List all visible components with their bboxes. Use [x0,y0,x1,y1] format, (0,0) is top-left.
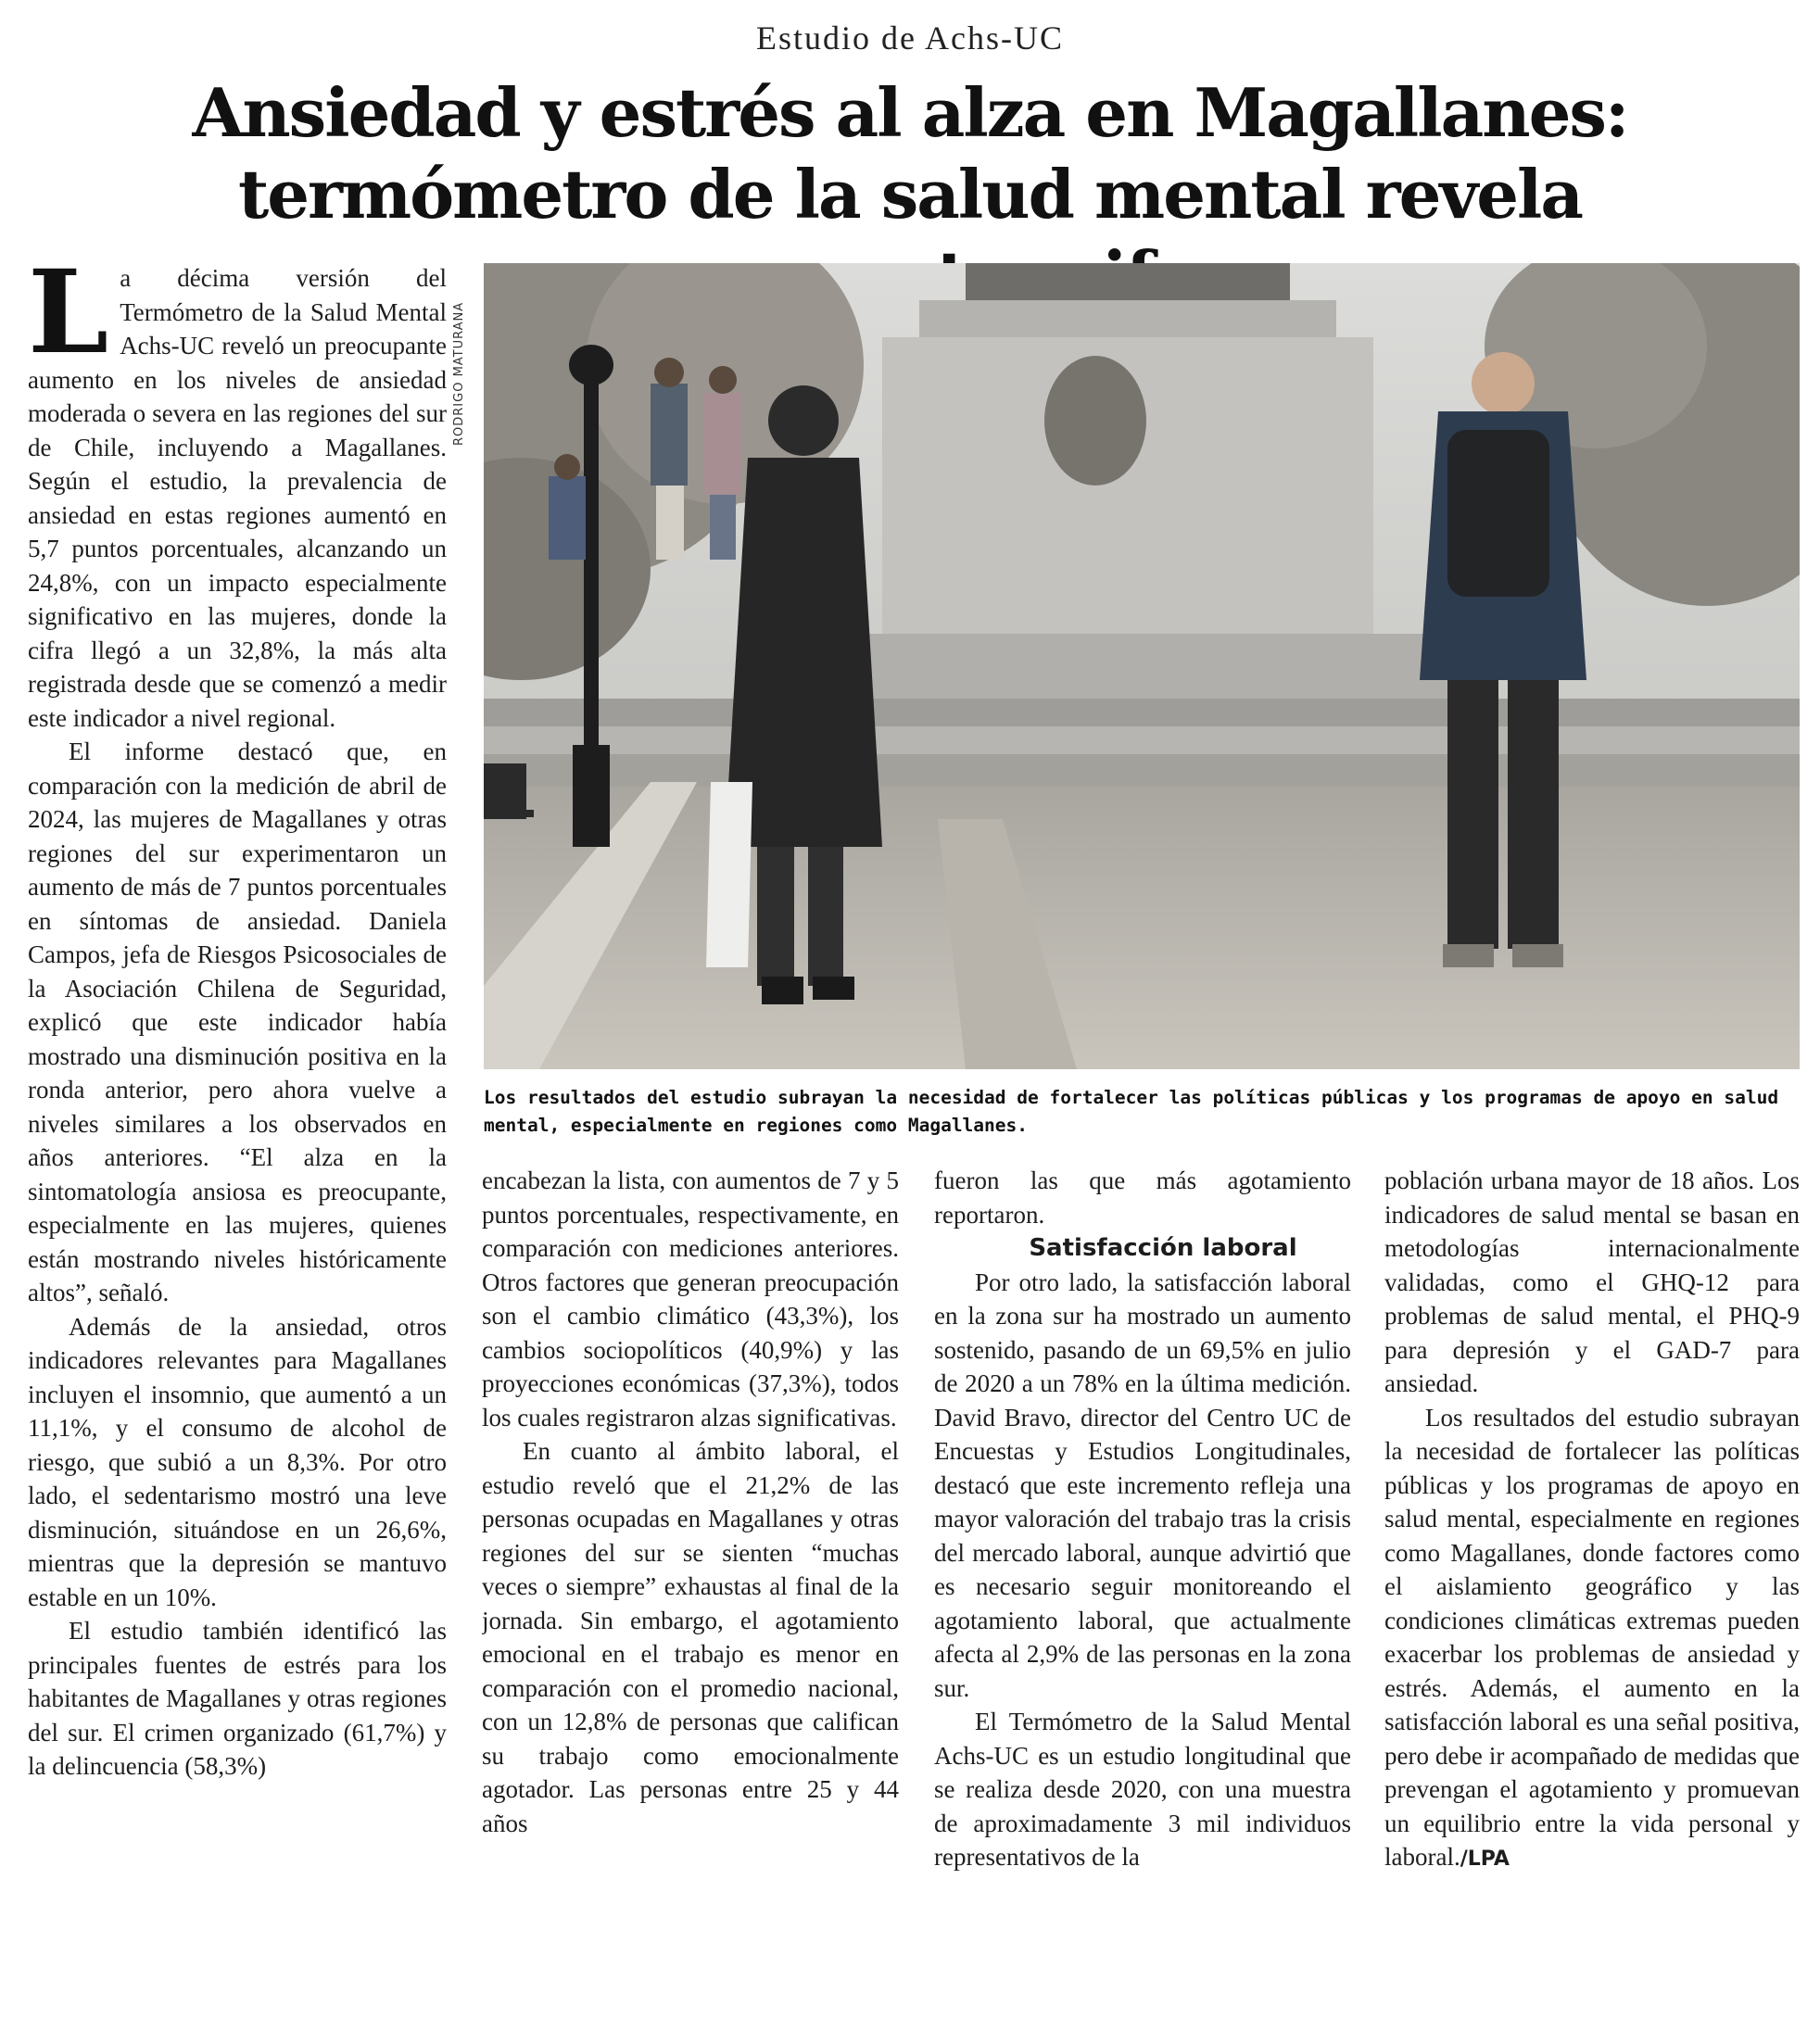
bench [484,763,534,819]
article-column-2 [482,1164,899,2003]
paragraph-8 [1384,1401,1800,1877]
paragraph-8-text: Los resultados del estudio subrayan la necesidad de fortalecer las políticas públicas y los programas de apoyo en salud mental, especialmente en regiones como Magallanes, donde factores como el aislamiento geográfico y las condiciones climáticas extremas pueden exacerbar los problemas de ansiedad y estrés. Además, el aumento en la satisfacción laboral es una señal positiva, pero debe ir acompañado de medidas que prevengan el agotamiento y promuevan un equilibrio entre la vida personal y laboral. [1384,1403,1800,1871]
article-column-1 [28,261,447,2003]
paragraph-1-text: a décima versión del Termómetro de la Salud Mental Achs-UC reveló un preocupante aumento en los niveles de ansiedad moderada o severa en las regiones del sur de Chile, incluyendo a Magallanes. Según el estudio, la prevalencia de ansiedad en estas regiones aumentó en 5,7 puntos porcentuales, alcanzando un 24,8%, con un impacto especialmente significativo en las mujeres, donde la cifra llegó a un 32,8%, la más alta registrada desde que se comenzó a medir este indicador a nivel regional. [28,264,447,732]
photo-caption: Los resultados del estudio subrayan la necesidad de fortalecer las políticas públicas y los programas de apoyo en salud mental, especialmente en regiones como Magallanes. [484,1087,1779,1136]
paragraph-4: El estudio también identificó las principales fuentes de estrés para los habitantes de Magallanes y otras regiones del sur. El crimen organizado (61,7%) y la delincuencia (58,3%) [28,1617,447,1780]
paragraph-7: El Termómetro de la Salud Mental Achs-UC es un estudio longitudinal que se realiza desde 2020, con una muestra de aproximadamente 3 mil individuos representativos de la [934,1708,1351,1871]
article-photo [484,263,1800,1069]
paragraph-4-continued: encabezan la lista, con aumentos de 7 y 5 puntos porcentuales, respectivamente, en comparación con mediciones anteriores. Otros factores que generan preocupación son el cambio climático (43,3%), los cambios sociopolíticos (40,9%) y las proyecciones económicas (37,3%), todos los cuales registraron alzas significativas. [482,1167,899,1432]
photo-credit: RODRIGO MATURANA [452,301,466,446]
paragraph-5-continued: fueron las que más agotamiento reportaron. [934,1167,1351,1229]
author-signature: /LPA [1460,1848,1510,1871]
article-column-3 [934,1164,1351,2003]
paragraph-2: El informe destacó que, en comparación con la medición de abril de 2024, las mujeres de Magallanes y otras regiones del sur experimentaron un aumento de más de 7 puntos porcentuales en síntomas de ansiedad. Daniela Campos, jefa de Riesgos Psicosociales de la Asociación Chilena de Seguridad, explicó que este indicador había mostrado una disminución positiva en la ronda anterior, pero ahora vuelve a niveles similares a los observados en años anteriores. “El alza en la sintomatología ansiosa es preocupante, especialmente en las mujeres, quienes están mostrando niveles históricamente altos”, señaló. [28,738,447,1306]
paragraph-1 [28,261,447,735]
article-column-4 [1384,1164,1800,2003]
paragraph-5: En cuanto al ámbito laboral, el estudio reveló que el 21,2% de las personas ocupadas en Magallanes y otras regiones del sur se sienten “muchas veces o siempre” exhaustas al final de la jornada. Sin embargo, el agotamiento emocional en el trabajo es menor en comparación con el promedio nacional, con un 12,8% de personas que califican su trabajo como emocionalmente agotador. Las personas entre 25 y 44 años [482,1437,899,1837]
paragraph-7-continued: población urbana mayor de 18 años. Los indicadores de salud mental se basan en metodologías internacionalmente validadas, como el GHQ-12 para problemas de salud mental, el PHQ-9 para depresión y el GAD-7 para ansiedad. [1384,1167,1800,1397]
paved-walkway [484,787,1800,1069]
article-kicker: Estudio de Achs-UC [756,19,1064,57]
article-headline: Ansiedad y estrés al alza en Magallanes: termómetro de la salud mental revela [192,73,1628,233]
section-subhead: Satisfacción laboral [1029,1234,1297,1262]
paragraph-6: Por otro lado, la satisfacción laboral en la zona sur ha mostrado un aumento sostenido, pasando de un 69,5% en julio de 2020 a un 78% en la última medición. David Bravo, director del Centro UC de Encuestas y Estudios Longitudinales, destacó que este incremento refleja una mayor valoración del trabajo tras la crisis del mercado laboral, aunque advirtió que es necesario seguir monitoreando el agotamiento laboral, que actualmente afecta al 2,9% de las personas en la zona sur. [934,1268,1351,1702]
monument-steps [484,699,1800,787]
drop-cap: L [28,261,109,380]
paragraph-3: Además de la ansiedad, otros indicadores relevantes para Magallanes incluyen el insomnio, que aumentó a un 11,1%, y el consumo de alcohol de riesgo, que subió a un 8,3%. Por otro lado, el sedentarismo mostró una leve disminución, situándose en un 26,6%, mientras que la depresión se mantuvo estable en un 10%. [28,1312,447,1611]
